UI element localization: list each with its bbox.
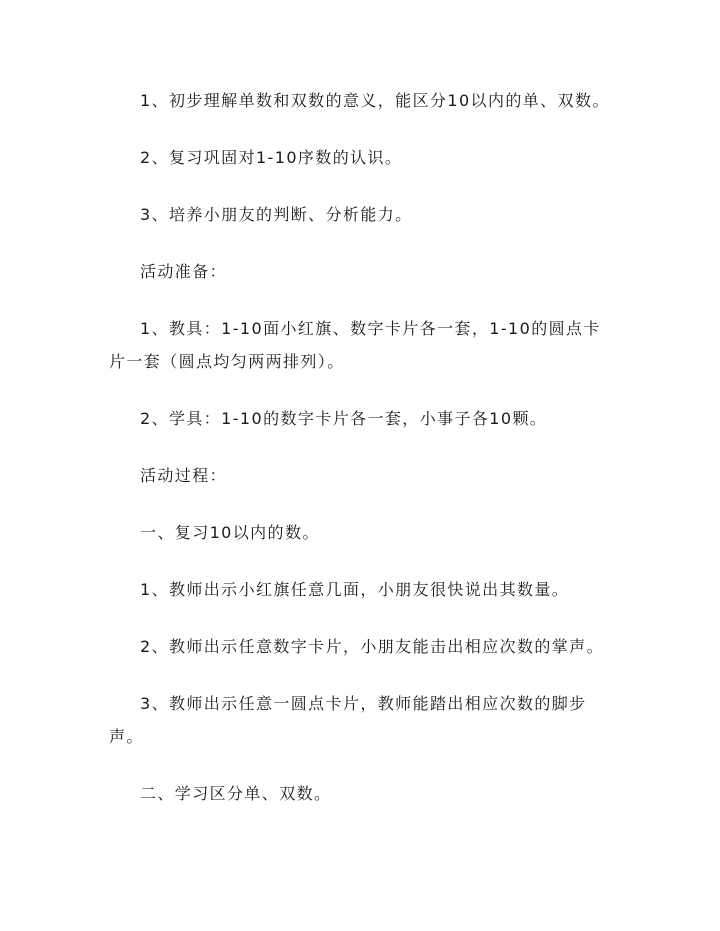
step-3-paragraph: 3、教师出示任意一圆点卡片，教师能踏出相应次数的脚步声。 <box>109 694 587 746</box>
section-1-heading: 一、复习10以内的数。 <box>140 523 320 542</box>
process-heading: 活动过程： <box>140 466 228 485</box>
goal-1-paragraph: 1、初步理解单数和双数的意义，能区分10以内的单、双数。 <box>140 91 610 110</box>
learning-aids-paragraph: 2、学具：1-10的数字卡片各一套，小事子各10颗。 <box>140 409 548 428</box>
goal-3-paragraph: 3、培养小朋友的判断、分析能力。 <box>140 205 413 224</box>
step-2-paragraph: 2、教师出示任意数字卡片，小朋友能击出相应次数的掌声。 <box>140 637 604 656</box>
section-2-heading: 二、学习区分单、双数。 <box>140 784 332 803</box>
teaching-aids-paragraph: 1、教具：1-10面小红旗、数字卡片各一套，1-10的圆点卡片一套（圆点均匀两两排列）。 <box>109 319 601 371</box>
step-1-paragraph: 1、教师出示小红旗任意几面，小朋友很快说出其数量。 <box>140 580 570 599</box>
document-body <box>109 84 617 834</box>
goal-2-paragraph: 2、复习巩固对1-10序数的认识。 <box>140 148 403 167</box>
preparation-heading: 活动准备： <box>140 262 228 281</box>
